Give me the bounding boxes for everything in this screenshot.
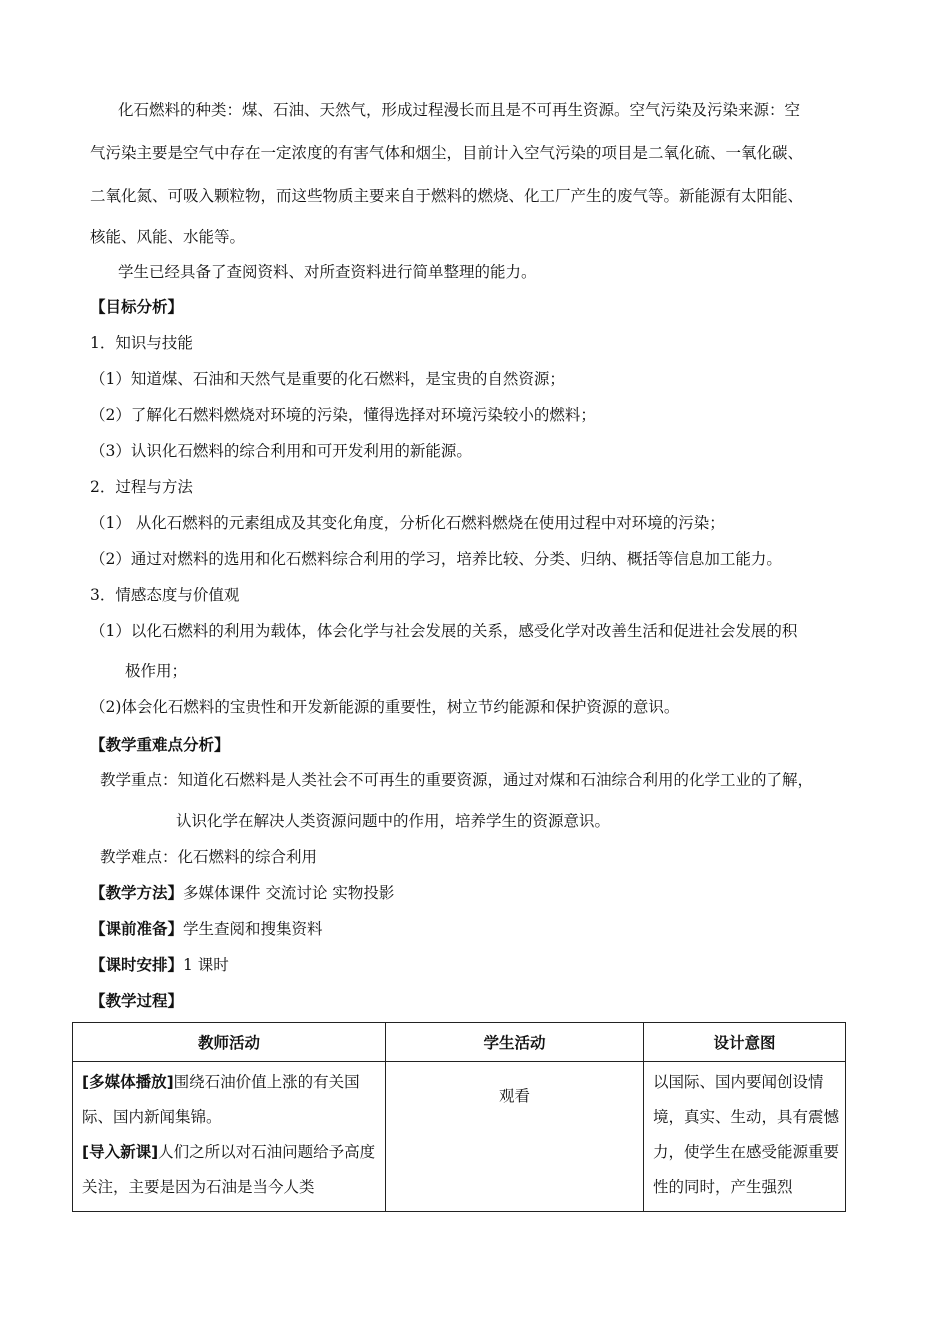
intro-line-1: 化石燃料的种类：煤、石油、天然气，形成过程漫长而且是不可再生资源。空气污染及污染来源：空: [118, 101, 801, 119]
goals-s1-item-2: （2）了解化石燃料燃烧对环境的污染，懂得选择对环境污染较小的燃料；: [90, 406, 596, 424]
intent-text: 以国际、国内要闻创设情境，真实、生动，具有震憾力，使学生在感受能源重要性的同时，产生强烈: [653, 1073, 840, 1196]
goals-heading: 【目标分析】: [90, 298, 184, 316]
goals-s3-item-1-line-1: （1）以化石燃料的利用为载体，体会化学与社会发展的关系，感受化学对改善生活和促进社会发展的积: [90, 622, 798, 640]
process-heading: 【教学过程】: [90, 992, 184, 1010]
header-student: 学生活动: [386, 1023, 644, 1062]
header-teacher: 教师活动: [73, 1023, 386, 1062]
goals-s1-item-3: （3）认识化石燃料的综合利用和可开发利用的新能源。: [90, 442, 472, 460]
goals-section-3: 3．情感态度与价值观: [90, 586, 240, 604]
intro-line-4: 核能、风能、水能等。: [90, 228, 246, 246]
teacher-paragraph-1: [74, 1065, 384, 1135]
intro-paragraph-2: 学生已经具备了查阅资料、对所查资料进行简单整理的能力。: [118, 263, 537, 281]
teacher-tag-1: [多媒体播放]: [82, 1073, 174, 1091]
goals-s3-item-1-line-2: 极作用；: [125, 662, 188, 680]
method-label: 【教学方法】: [90, 884, 184, 902]
key-focus-line-2: 认识化学在解决人类资源问题中的作用，培养学生的资源意识。: [176, 812, 611, 830]
method-value: 多媒体课件 交流讨论 实物投影: [183, 884, 395, 902]
method-row: [90, 883, 394, 903]
goals-s2-item-1: （1） 从化石燃料的元素组成及其变化角度，分析化石燃料燃烧在使用过程中对环境的污染；: [90, 514, 725, 532]
teacher-text-1: 围绕石油价值上涨的有关国际、国内新闻集锦。: [82, 1073, 360, 1126]
goals-section-1: 1．知识与技能: [90, 334, 193, 352]
intro-line-2: 气污染主要是空气中存在一定浓度的有害气体和烟尘，目前计入空气污染的项目是二氧化硫、一氧化碳、: [90, 144, 804, 162]
key-heading: 【教学重难点分析】: [90, 736, 230, 754]
hours-value: 1 课时: [183, 956, 229, 974]
teacher-activity-cell: [73, 1062, 386, 1212]
teacher-text-2: 人们之所以对石油问题给予高度关注，主要是因为石油是当今人类: [82, 1143, 376, 1196]
student-activity-cell: 观看: [386, 1062, 644, 1212]
goals-s2-item-2: （2）通过对燃料的选用和化石燃料综合利用的学习，培养比较、分类、归纳、概括等信息加工能力。: [90, 550, 782, 568]
process-table: [72, 1022, 846, 1212]
prep-value: 学生查阅和搜集资料: [183, 920, 323, 938]
teacher-tag-2: [导入新课]: [82, 1143, 159, 1161]
table-header-row: [73, 1023, 846, 1062]
key-focus-line-1: 教学重点：知道化石燃料是人类社会不可再生的重要资源，通过对煤和石油综合利用的化学工业的了解，: [100, 771, 814, 789]
intent-cell: [644, 1062, 846, 1212]
goals-section-2: 2．过程与方法: [90, 478, 193, 496]
prep-row: [90, 919, 323, 939]
key-difficulty: 教学难点：化石燃料的综合利用: [100, 848, 318, 866]
hours-row: [90, 955, 229, 975]
header-intent: 设计意图: [644, 1023, 846, 1062]
goals-s1-item-1: （1）知道煤、石油和天然气是重要的化石燃料，是宝贵的自然资源；: [90, 370, 565, 388]
hours-label: 【课时安排】: [90, 956, 184, 974]
table-row: [73, 1062, 846, 1212]
goals-s3-item-2: （2)体会化石燃料的宝贵性和开发新能源的重要性，树立节约能源和保护资源的意识。: [90, 698, 680, 716]
prep-label: 【课前准备】: [90, 920, 184, 938]
teacher-paragraph-2: [74, 1135, 384, 1205]
intro-line-3: 二氧化氮、可吸入颗粒物，而这些物质主要来自于燃料的燃烧、化工厂产生的废气等。新能源有太阳能、: [90, 187, 804, 205]
